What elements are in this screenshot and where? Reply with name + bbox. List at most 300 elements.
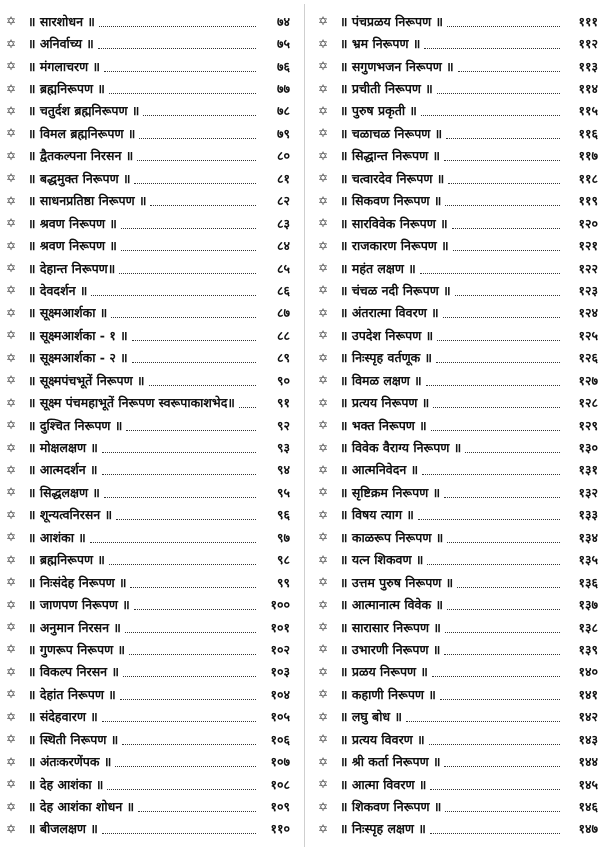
toc-entry-title: ॥ प्रत्यय विवरण ॥: [340, 731, 425, 747]
toc-entry-title: ॥ कहाणी निरूपण ॥: [340, 686, 436, 702]
toc-entry: [318, 706, 598, 728]
dot-leader: [427, 564, 560, 565]
dot-leader: [90, 542, 256, 543]
star-icon: ✡: [6, 126, 17, 141]
toc-entry-page-number: १०८: [270, 776, 290, 792]
toc-entry: [318, 100, 598, 122]
toc-entry: [6, 436, 290, 458]
toc-entry: [318, 481, 598, 503]
star-icon: ✡: [318, 373, 329, 388]
toc-entry-title: ॥ भक्त निरूपण ॥: [340, 417, 427, 433]
toc-entry: [6, 638, 290, 660]
toc-entry-title: ॥ पंचप्रळय निरूपण ॥: [340, 13, 443, 29]
toc-entry-page-number: १२७: [578, 372, 598, 388]
toc-entry-title: ॥ विमळ लक्षण ॥: [340, 372, 422, 388]
toc-entry-page-number: ९२: [276, 417, 290, 433]
toc-entry-page-number: १३८: [578, 619, 598, 635]
star-icon: ✡: [6, 462, 17, 477]
toc-entry-page-number: १३४: [578, 529, 598, 545]
toc-entry: [318, 167, 598, 189]
toc-entry: [318, 10, 598, 32]
toc-entry-title: ॥ साधनप्रतिष्ठा निरूपण ॥: [28, 193, 147, 209]
toc-entry-title: ॥ संदेहवारण ॥: [28, 709, 98, 725]
toc-entry: [6, 32, 290, 54]
toc-entry-page-number: ११७: [578, 148, 598, 164]
toc-entry-title: ॥ निःस्पृह लक्षण ॥: [340, 821, 426, 837]
dot-leader: [137, 160, 256, 161]
toc-entry-page-number: १२५: [578, 327, 598, 343]
toc-entry: [6, 55, 290, 77]
dot-leader: [138, 811, 256, 812]
toc-entry-title: ॥ सारासार निरूपण ॥: [340, 619, 441, 635]
toc-entry-page-number: ९४: [276, 462, 290, 478]
dot-leader: [458, 71, 560, 72]
star-icon: ✡: [318, 507, 329, 522]
toc-entry: [6, 234, 290, 256]
toc-entry-title: ॥ शून्यत्वनिरसन ॥: [28, 507, 113, 523]
toc-entry-page-number: ८०: [276, 148, 290, 164]
toc-entry-title: ॥ देह आशंका ॥: [28, 776, 104, 792]
toc-entry: [6, 526, 290, 548]
star-icon: ✡: [6, 36, 17, 51]
toc-entry-title: ॥ सारविवेक निरूपण ॥: [340, 215, 448, 231]
dot-leader: [445, 811, 560, 812]
toc-entry-title: ॥ बद्धमुक्त निरूपण ॥: [28, 170, 131, 186]
star-icon: ✡: [318, 193, 329, 208]
toc-entry-page-number: १४५: [578, 776, 598, 792]
toc-entry-page-number: १२२: [578, 260, 598, 276]
toc-entry-page-number: ९७: [276, 529, 290, 545]
star-icon: ✡: [318, 395, 329, 410]
toc-entry: [6, 100, 290, 122]
toc-entry-title: ॥ प्रत्यय निरूपण ॥: [340, 395, 430, 411]
dot-leader: [447, 609, 560, 610]
star-icon: ✡: [6, 597, 17, 612]
dot-leader: [132, 362, 256, 363]
dot-leader: [102, 452, 256, 453]
dot-leader: [429, 744, 560, 745]
toc-entry: [6, 571, 290, 593]
dot-leader: [445, 632, 560, 633]
toc-entry-page-number: १०२: [270, 641, 290, 657]
toc-entry-title: ॥ गुणरूप निरूपण ॥: [28, 641, 125, 657]
star-icon: ✡: [318, 642, 329, 657]
toc-entry: [318, 145, 598, 167]
toc-entry-title: ॥ शिकवण निरूपण ॥: [340, 799, 442, 815]
toc-entry-title: ॥ देह आशंका शोधन ॥: [28, 799, 135, 815]
toc-entry-title: ॥ अंतरात्मा विवरण ॥: [340, 305, 439, 321]
star-icon: ✡: [318, 462, 329, 477]
toc-entry-title: ॥ सगुणभजन निरूपण ॥: [340, 58, 454, 74]
star-icon: ✡: [318, 216, 329, 231]
dot-leader: [444, 654, 560, 655]
toc-entry: [6, 661, 290, 683]
toc-entry-page-number: १२८: [578, 395, 598, 411]
toc-entry: [318, 190, 598, 212]
toc-entry-page-number: १३०: [578, 440, 598, 456]
toc-entry-page-number: १२४: [578, 305, 598, 321]
dot-leader: [430, 833, 560, 834]
star-icon: ✡: [318, 821, 329, 836]
toc-entry: [6, 212, 290, 234]
dot-leader: [109, 93, 256, 94]
dot-leader: [104, 71, 256, 72]
star-icon: ✡: [6, 485, 17, 500]
dot-leader: [123, 676, 256, 677]
dot-leader: [447, 542, 560, 543]
toc-entry-page-number: १२०: [578, 215, 598, 231]
dot-leader: [134, 183, 256, 184]
star-icon: ✡: [6, 799, 17, 814]
star-icon: ✡: [6, 821, 17, 836]
star-icon: ✡: [318, 620, 329, 635]
toc-entry: [6, 593, 290, 615]
dot-leader: [422, 474, 560, 475]
toc-entry-page-number: ११२: [578, 36, 598, 52]
toc-entry-page-number: १०६: [270, 731, 290, 747]
star-icon: ✡: [6, 171, 17, 186]
star-icon: ✡: [6, 754, 17, 769]
dot-leader: [130, 587, 256, 588]
star-icon: ✡: [318, 709, 329, 724]
star-icon: ✡: [6, 283, 17, 298]
toc-entry-title: ॥ काळरूप निरूपण ॥: [340, 529, 444, 545]
toc-entry: [318, 302, 598, 324]
toc-entry-title: ॥ पुरुष प्रकृती ॥: [340, 103, 417, 119]
star-icon: ✡: [6, 687, 17, 702]
toc-entry-title: ॥ देहांत निरूपण ॥: [28, 686, 116, 702]
star-icon: ✡: [318, 126, 329, 141]
dot-leader: [455, 295, 560, 296]
toc-entry: [318, 414, 598, 436]
toc-entry-title: ॥ दुश्चित निरूपण ॥: [28, 417, 123, 433]
star-icon: ✡: [318, 754, 329, 769]
star-icon: ✡: [6, 350, 17, 365]
star-icon: ✡: [6, 709, 17, 724]
toc-entry: [318, 257, 598, 279]
dot-leader: [445, 205, 560, 206]
toc-entry: [6, 728, 290, 750]
toc-entry-page-number: १३९: [578, 641, 598, 657]
toc-entry-title: ॥ आत्मानात्म विवेक ॥: [340, 597, 443, 613]
star-icon: ✡: [6, 507, 17, 522]
toc-entry: [6, 616, 290, 638]
toc-entry-title: ॥ महंत लक्षण ॥: [340, 260, 416, 276]
toc-entry-page-number: १२६: [578, 350, 598, 366]
dot-leader: [406, 721, 560, 722]
toc-entry-title: ॥ बीजलक्षण ॥: [28, 821, 98, 837]
dot-leader: [444, 497, 560, 498]
dot-leader: [431, 430, 560, 431]
toc-entry-title: ॥ स्थिती निरूपण ॥: [28, 731, 119, 747]
dot-leader: [120, 699, 256, 700]
toc-entry-page-number: ९०: [276, 372, 290, 388]
toc-entry-title: ॥ भ्रम निरूपण ॥: [340, 36, 421, 52]
dot-leader: [99, 26, 256, 27]
dot-leader: [420, 273, 560, 274]
toc-entry: [6, 391, 290, 413]
toc-entry-title: ॥ निःसंदेह निरूपण ॥: [28, 574, 127, 590]
dot-leader: [239, 407, 256, 408]
dot-leader: [421, 115, 560, 116]
toc-entry: [318, 549, 598, 571]
toc-entry-title: ॥ चत्वारदेव निरूपण ॥: [340, 170, 445, 186]
toc-entry: [318, 77, 598, 99]
toc-entry-page-number: ८२: [276, 193, 290, 209]
toc-entry: [318, 504, 598, 526]
toc-entry: [318, 212, 598, 234]
toc-entry-title: ॥ सूक्ष्म पंचमहाभूतें निरूपण स्वरूपाकाशभेद॥: [28, 395, 235, 411]
toc-entry-page-number: १२१: [578, 238, 598, 254]
toc-entry: [6, 369, 290, 391]
star-icon: ✡: [6, 328, 17, 343]
star-icon: ✡: [6, 664, 17, 679]
toc-entry-page-number: १३५: [578, 552, 598, 568]
star-icon: ✡: [6, 59, 17, 74]
star-icon: ✡: [6, 777, 17, 792]
toc-entry-title: ॥ सूक्ष्मआर्शका - २ ॥: [28, 350, 128, 366]
dot-leader: [465, 452, 560, 453]
toc-entry-title: ॥ सूक्ष्मआर्शका - १ ॥: [28, 327, 128, 343]
toc-entry-title: ॥ चंचळ नदी निरूपण ॥: [340, 282, 451, 298]
toc-entry: [6, 302, 290, 324]
toc-entry: [6, 481, 290, 503]
star-icon: ✡: [318, 14, 329, 29]
dot-leader: [444, 160, 560, 161]
toc-entry-title: ॥ प्रळय निरूपण ॥: [340, 664, 428, 680]
toc-entry-title: ॥ ब्रह्मनिरूपण ॥: [28, 552, 105, 568]
star-icon: ✡: [318, 238, 329, 253]
star-icon: ✡: [6, 14, 17, 29]
toc-entry-page-number: ११५: [578, 103, 598, 119]
toc-entry-page-number: ८७: [276, 305, 290, 321]
dot-leader: [126, 430, 256, 431]
toc-entry-title: ॥ उपदेश निरूपण ॥: [340, 327, 434, 343]
dot-leader: [109, 564, 256, 565]
star-icon: ✡: [318, 283, 329, 298]
star-icon: ✡: [318, 485, 329, 500]
star-icon: ✡: [318, 799, 329, 814]
toc-entry: [6, 10, 290, 32]
toc-entry: [318, 459, 598, 481]
toc-entry-title: ॥ चतुर्दश ब्रह्मनिरूपण ॥: [28, 103, 140, 119]
toc-entry-page-number: १३७: [578, 597, 598, 613]
toc-entry-page-number: ११४: [578, 81, 598, 97]
toc-entry: [318, 324, 598, 346]
toc-entry-page-number: ९८: [276, 552, 290, 568]
dot-leader: [453, 250, 560, 251]
toc-entry: [318, 347, 598, 369]
toc-entry: [318, 661, 598, 683]
dot-leader: [132, 340, 256, 341]
toc-entry-page-number: ७४: [276, 13, 290, 29]
dot-leader: [440, 699, 560, 700]
toc-entry-page-number: १४२: [578, 709, 598, 725]
toc-entry-title: ॥ जाणपण निरूपण ॥: [28, 597, 130, 613]
dot-leader: [102, 474, 256, 475]
dot-leader: [447, 26, 560, 27]
toc-entry-page-number: १०४: [270, 686, 290, 702]
toc-right-column: [318, 10, 598, 840]
dot-leader: [446, 138, 560, 139]
toc-entry: [6, 279, 290, 301]
toc-entry-title: ॥ देहान्त निरूपण॥: [28, 260, 116, 276]
star-icon: ✡: [6, 148, 17, 163]
star-icon: ✡: [318, 148, 329, 163]
star-icon: ✡: [6, 732, 17, 747]
toc-entry-page-number: १३३: [578, 507, 598, 523]
toc-entry: [6, 347, 290, 369]
toc-entry-title: ॥ आत्मदर्शन ॥: [28, 462, 98, 478]
star-icon: ✡: [6, 81, 17, 96]
toc-entry-page-number: १३२: [578, 484, 598, 500]
toc-entry: [318, 818, 598, 840]
star-icon: ✡: [6, 530, 17, 545]
star-icon: ✡: [6, 575, 17, 590]
star-icon: ✡: [318, 350, 329, 365]
toc-entry-page-number: ११०: [270, 821, 290, 837]
star-icon: ✡: [318, 171, 329, 186]
star-icon: ✡: [318, 59, 329, 74]
dot-leader: [134, 609, 256, 610]
dot-leader: [98, 48, 256, 49]
toc-entry-page-number: १०१: [270, 619, 290, 635]
star-icon: ✡: [6, 305, 17, 320]
toc-entry-page-number: ८६: [276, 282, 290, 298]
toc-entry-page-number: १११: [578, 13, 598, 29]
toc-entry-title: ॥ विमल ब्रह्मनिरूपण ॥: [28, 125, 136, 141]
toc-entry-title: ॥ विवेक वैराग्य निरूपण ॥: [340, 440, 462, 456]
toc-entry-title: ॥ सृष्टिक्रम निरूपण ॥: [340, 484, 441, 500]
dot-leader: [111, 317, 256, 318]
toc-entry-title: ॥ विकल्प निरसन ॥: [28, 664, 119, 680]
toc-entry: [6, 167, 290, 189]
dot-leader: [433, 407, 560, 408]
toc-entry-title: ॥ श्रवण निरूपण ॥: [28, 238, 117, 254]
toc-entry: [6, 122, 290, 144]
toc-entry-page-number: ८३: [276, 215, 290, 231]
toc-entry-page-number: ९६: [276, 507, 290, 523]
star-icon: ✡: [6, 261, 17, 276]
dot-leader: [139, 138, 256, 139]
star-icon: ✡: [6, 103, 17, 118]
dot-leader: [122, 744, 256, 745]
star-icon: ✡: [318, 81, 329, 96]
toc-entry: [6, 257, 290, 279]
toc-entry: [318, 234, 598, 256]
toc-entry-title: ॥ विषय त्याग ॥: [340, 507, 414, 523]
toc-entry-page-number: १२९: [578, 417, 598, 433]
toc-entry-title: ॥ श्री कर्ता निरूपण ॥: [340, 754, 441, 770]
toc-entry-page-number: ९३: [276, 440, 290, 456]
dot-leader: [443, 317, 560, 318]
toc-entry-page-number: १०७: [270, 754, 290, 770]
dot-leader: [102, 721, 256, 722]
dot-leader: [143, 115, 256, 116]
star-icon: ✡: [6, 373, 17, 388]
toc-entry-title: ॥ सूक्ष्मआर्शका ॥: [28, 305, 108, 321]
toc-entry-title: ॥ उभारणी निरूपण ॥: [340, 641, 441, 657]
star-icon: ✡: [6, 440, 17, 455]
star-icon: ✡: [318, 530, 329, 545]
dot-leader: [107, 789, 256, 790]
star-icon: ✡: [318, 732, 329, 747]
toc-entry-page-number: ७७: [276, 81, 290, 97]
toc-entry-title: ॥ सिद्धान्त निरूपण ॥: [340, 148, 440, 164]
toc-entry-title: ॥ चळाचळ निरूपण ॥: [340, 125, 443, 141]
toc-entry-title: ॥ अनिर्वाच्य ॥: [28, 36, 94, 52]
dot-leader: [121, 228, 256, 229]
toc-entry-page-number: ८१: [276, 170, 290, 186]
toc-entry-page-number: ७५: [276, 36, 290, 52]
star-icon: ✡: [6, 238, 17, 253]
toc-entry-page-number: ८४: [276, 238, 290, 254]
toc-entry: [318, 638, 598, 660]
dot-leader: [436, 362, 560, 363]
star-icon: ✡: [318, 418, 329, 433]
toc-entry-page-number: १०३: [270, 664, 290, 680]
toc-entry-title: ॥ आत्मनिवेदन ॥: [340, 462, 419, 478]
toc-entry-page-number: १०५: [270, 709, 290, 725]
dot-leader: [457, 587, 560, 588]
toc-entry: [318, 55, 598, 77]
toc-entry-page-number: १४४: [578, 754, 598, 770]
dot-leader: [150, 205, 256, 206]
toc-entry-title: ॥ सारशोधन ॥: [28, 13, 95, 29]
star-icon: ✡: [6, 552, 17, 567]
dot-leader: [102, 833, 256, 834]
toc-entry: [6, 324, 290, 346]
star-icon: ✡: [6, 216, 17, 231]
dot-leader: [424, 48, 560, 49]
toc-entry: [318, 616, 598, 638]
toc-entry-page-number: १२३: [578, 282, 598, 298]
toc-entry-title: ॥ सूक्ष्मपंचभूतें निरूपण ॥: [28, 372, 145, 388]
toc-entry: [6, 683, 290, 705]
toc-entry: [318, 773, 598, 795]
dot-leader: [444, 766, 560, 767]
toc-entry: [6, 773, 290, 795]
toc-entry: [318, 750, 598, 772]
star-icon: ✡: [318, 103, 329, 118]
toc-entry-title: ॥ निःस्पृह वर्तणूक ॥: [340, 350, 433, 366]
toc-entry-title: ॥ यत्न शिकवण ॥: [340, 552, 424, 568]
star-icon: ✡: [6, 620, 17, 635]
star-icon: ✡: [318, 687, 329, 702]
star-icon: ✡: [6, 395, 17, 410]
toc-entry-page-number: ११८: [578, 170, 598, 186]
toc-entry: [6, 549, 290, 571]
toc-entry: [6, 818, 290, 840]
toc-entry-title: ॥ मंगलाचरण ॥: [28, 58, 100, 74]
toc-entry-title: ॥ उत्तम पुरुष निरूपण ॥: [340, 574, 454, 590]
star-icon: ✡: [318, 664, 329, 679]
dot-leader: [115, 766, 256, 767]
star-icon: ✡: [318, 328, 329, 343]
toc-entry-page-number: ९९: [276, 574, 290, 590]
toc-entry-page-number: १३६: [578, 574, 598, 590]
dot-leader: [432, 676, 560, 677]
dot-leader: [119, 273, 256, 274]
star-icon: ✡: [318, 261, 329, 276]
dot-leader: [121, 250, 256, 251]
toc-entry: [318, 683, 598, 705]
toc-entry-page-number: १४६: [578, 799, 598, 815]
toc-entry-page-number: १४०: [578, 664, 598, 680]
star-icon: ✡: [318, 440, 329, 455]
toc-entry-title: ॥ प्रचीती निरूपण ॥: [340, 81, 433, 97]
toc-entry-title: ॥ सिकवण निरूपण ॥: [340, 193, 442, 209]
